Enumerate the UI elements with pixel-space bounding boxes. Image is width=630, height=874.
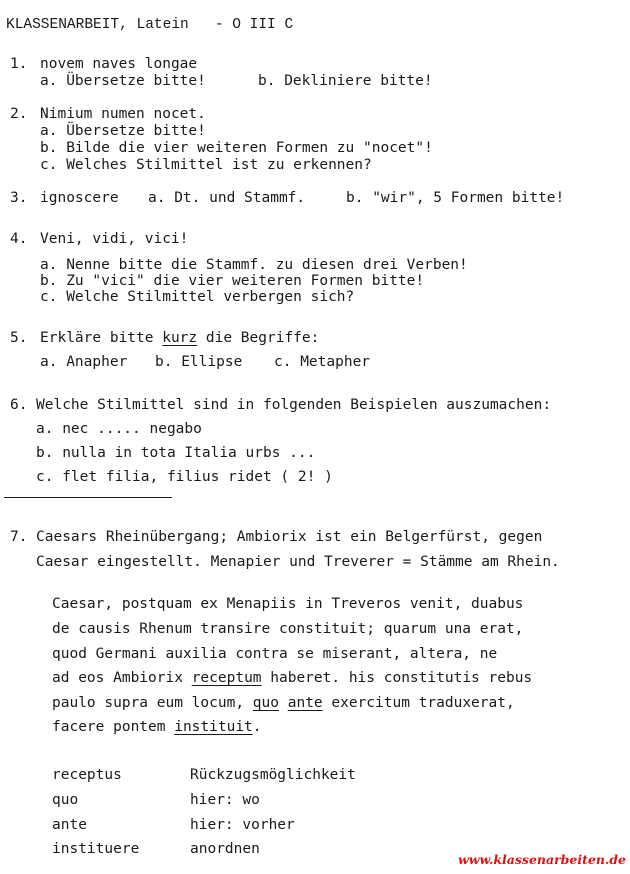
task-4-number: 4. bbox=[10, 231, 28, 247]
passage-line-4 bbox=[52, 669, 532, 687]
task-2-c: c. Welches Stilmittel ist zu erkennen? bbox=[40, 157, 372, 173]
task-2-a: a. Übersetze bitte! bbox=[40, 123, 206, 139]
task-1-text: novem naves longae bbox=[40, 56, 198, 72]
task-6-number: 6. bbox=[10, 397, 28, 413]
passage-line-6 bbox=[52, 718, 262, 736]
vocab-term: ante bbox=[52, 817, 87, 833]
task-3-b: b. "wir", 5 Formen bitte! bbox=[346, 190, 565, 206]
task-5-text-post: die Begriffe: bbox=[197, 330, 320, 346]
task-2-text: Nimium numen nocet. bbox=[40, 106, 206, 122]
passage-line-4-pre: ad eos Ambiorix bbox=[52, 670, 192, 686]
website-watermark: www.klassenarbeiten.de bbox=[458, 852, 626, 867]
vocab-definition: Rückzugsmöglichkeit bbox=[190, 767, 356, 783]
vocab-term: instituere bbox=[52, 841, 140, 857]
section-divider bbox=[4, 497, 172, 498]
passage-line-4-post: haberet. his constitutis rebus bbox=[261, 670, 533, 686]
task-4-text: Veni, vidi, vici! bbox=[40, 231, 189, 247]
exam-title: KLASSENARBEIT, Latein - O III C bbox=[6, 17, 294, 33]
task-5-a: a. Anapher bbox=[40, 354, 128, 370]
passage-word-receptum: receptum bbox=[191, 670, 262, 686]
task-1-number: 1. bbox=[10, 56, 28, 72]
passage-line-1: Caesar, postquam ex Menapiis in Treveros venit, duabus bbox=[52, 596, 524, 612]
passage-line-5-mid bbox=[279, 695, 288, 711]
task-5-c: c. Metapher bbox=[274, 354, 371, 370]
passage-word-ante: ante bbox=[287, 695, 323, 711]
task-4-c: c. Welche Stilmittel verbergen sich? bbox=[40, 289, 355, 305]
task-3-number: 3. bbox=[10, 190, 28, 206]
task-5-text-pre: Erkläre bitte bbox=[40, 330, 163, 346]
task-1-a: a. Übersetze bitte! bbox=[40, 73, 206, 89]
task-7-line-2: Caesar eingestellt. Menapier und Treverer = Stämme am Rhein. bbox=[36, 554, 560, 570]
passage-line-2: de causis Rhenum transire constituit; quarum una erat, bbox=[52, 621, 524, 637]
task-6-a: a. nec ..... negabo bbox=[36, 421, 202, 437]
task-6-b: b. nulla in tota Italia urbs ... bbox=[36, 445, 316, 461]
task-3-a: a. Dt. und Stammf. bbox=[148, 190, 306, 206]
task-2-number: 2. bbox=[10, 106, 28, 122]
vocab-definition: hier: vorher bbox=[190, 817, 295, 833]
task-4-b: b. Zu "vici" die vier weiteren Formen bitte! bbox=[40, 273, 425, 289]
passage-line-5-pre: paulo supra eum locum, bbox=[52, 695, 253, 711]
task-5-text-underlined: kurz bbox=[162, 330, 198, 346]
passage-line-6-pre: facere pontem bbox=[52, 719, 175, 735]
passage-word-quo: quo bbox=[252, 695, 279, 711]
task-6-text: Welche Stilmittel sind in folgenden Beispielen auszumachen: bbox=[36, 397, 552, 413]
task-2-b: b. Bilde die vier weiteren Formen zu "nocet"! bbox=[40, 140, 433, 156]
vocab-term: quo bbox=[52, 792, 79, 808]
vocab-term: receptus bbox=[52, 767, 122, 783]
task-5-number: 5. bbox=[10, 330, 28, 346]
task-7-line-1: Caesars Rheinübergang; Ambiorix ist ein Belgerfürst, gegen bbox=[36, 529, 543, 545]
task-3-text: ignoscere bbox=[40, 190, 119, 206]
vocab-definition: anordnen bbox=[190, 841, 260, 857]
task-5-text bbox=[40, 329, 319, 347]
task-5-b: b. Ellipse bbox=[155, 354, 243, 370]
passage-word-instituit: instituit bbox=[174, 719, 253, 735]
passage-line-6-post: . bbox=[252, 719, 262, 735]
passage-line-5 bbox=[52, 694, 515, 712]
task-6-c: c. flet filia, filius ridet ( 2! ) bbox=[36, 469, 333, 485]
task-4-a: a. Nenne bitte die Stammf. zu diesen drei Verben! bbox=[40, 257, 468, 273]
passage-line-5-post: exercitum traduxerat, bbox=[322, 695, 515, 711]
task-1-b: b. Dekliniere bitte! bbox=[258, 73, 433, 89]
vocab-definition: hier: wo bbox=[190, 792, 260, 808]
passage-line-3: quod Germani auxilia contra se miserant, altera, ne bbox=[52, 646, 498, 662]
task-7-number: 7. bbox=[10, 529, 28, 545]
